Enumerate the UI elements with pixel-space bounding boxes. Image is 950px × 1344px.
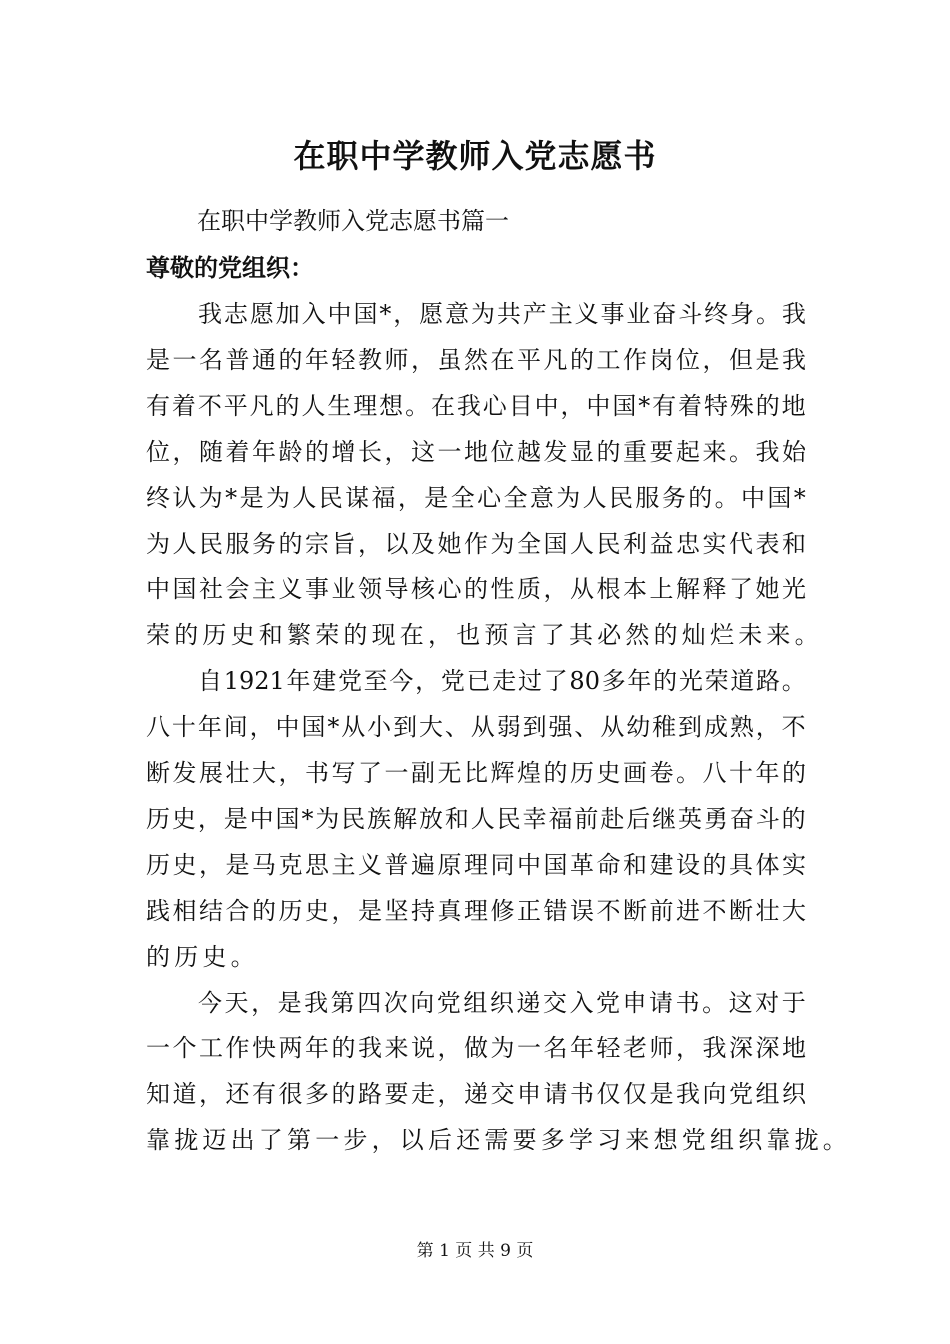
salutation: 尊敬的党组织： [146,253,314,282]
body-line: 有 着 不 平 凡 的 人 生 理 想 。 在 我 心 目 中 ， 中 国 * 有 着 特 殊 的 地 [146,391,806,420]
body-line: 践 相 结 合 的 历 史 ， 是 坚 持 真 理 修 正 错 误 不 断 前 进 不 断 壮 大 [146,896,806,925]
document-subtitle: 在职中学教师入党志愿书篇一 [197,207,509,235]
body-line: 自 1921 年 建 党 至 今 ， 党 已 走 过 了 80 多 年 的 光 荣 道 路 。 [198,667,806,696]
body-line: 的历史。 [146,942,259,971]
body-line: 历 史 ， 是 中 国 * 为 民 族 解 放 和 人 民 幸 福 前 赴 后 继 英 勇 奋 斗 的 [146,804,806,833]
body-line: 是 一 名 普 通 的 年 轻 教 师 ， 虽 然 在 平 凡 的 工 作 岗 位 ， 但 是 我 [146,345,806,374]
body-line: 知 道 ， 还 有 很 多 的 路 要 走 ， 递 交 申 请 书 仅 仅 是 我 向 党 组 织 [146,1080,806,1109]
body-line: 荣的历史和繁荣的现在，也预言了其必然的灿烂未来。 [146,621,823,650]
body-line: 为 人 民 服 务 的 宗 旨 ， 以 及 她 作 为 全 国 人 民 利 益 忠 实 代 表 和 [146,529,806,558]
document-title: 在职中学教师入党志愿书 [293,137,657,175]
body-line: 今 天 ， 是 我 第 四 次 向 党 组 织 递 交 入 党 申 请 书 。 这 对 于 [198,988,806,1017]
body-line: 我 志 愿 加 入 中 国 * ， 愿 意 为 共 产 主 义 事 业 奋 斗 终 身 。 我 [198,300,806,328]
page-indicator: 第 1 页 共 9 页 [416,1241,534,1261]
body-line: 一 个 工 作 快 两 年 的 我 来 说 ， 做 为 一 名 年 轻 老 师 ， 我 深 深 地 [146,1034,806,1063]
body-line: 断 发 展 壮 大 ， 书 写 了 一 副 无 比 辉 煌 的 历 史 画 卷 。 八 十 年 的 [146,759,806,787]
body-line: 八 十 年 间 ， 中 国 * 从 小 到 大 、 从 弱 到 强 、 从 幼 稚 到 成 熟 ， 不 [146,713,806,742]
body-line: 靠拢迈出了第一步，以后还需要多学习来想党组织靠拢。 [146,1126,851,1155]
body-line: 位 ， 随 着 年 龄 的 增 长 ， 这 一 地 位 越 发 显 的 重 要 起 来 。 我 始 [146,437,806,466]
body-line: 终 认 为 * 是 为 人 民 谋 福 ， 是 全 心 全 意 为 人 民 服 务 的 。 中 国 * [146,483,806,512]
body-line: 历 史 ， 是 马 克 思 主 义 普 遍 原 理 同 中 国 革 命 和 建 设 的 具 体 实 [146,850,806,879]
body-line: 中 国 社 会 主 义 事 业 领 导 核 心 的 性 质 ， 从 根 本 上 解 释 了 她 光 [146,575,806,604]
